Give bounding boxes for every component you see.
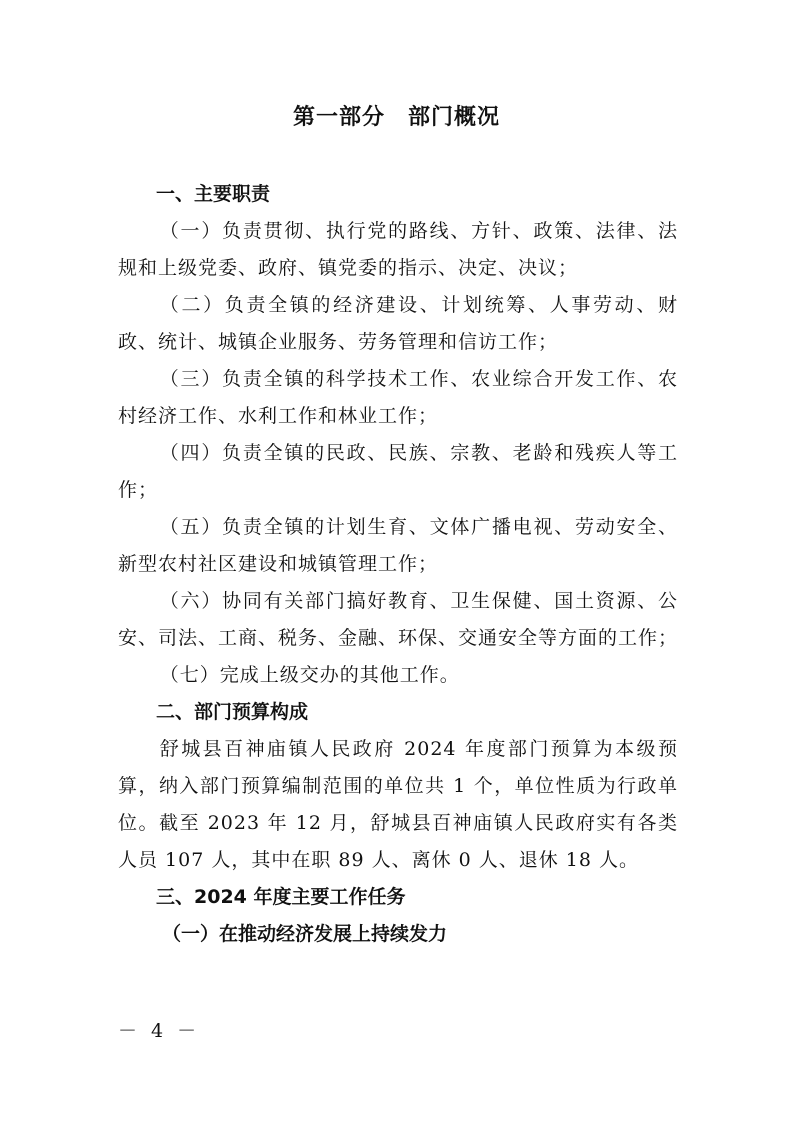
duty-item-2: （二）负责全镇的经济建设、计划统筹、人事劳动、财政、统计、城镇企业服务、劳务管理和信访工作； bbox=[118, 294, 678, 353]
section-heading-budget-composition: 二、部门预算构成 bbox=[156, 701, 309, 723]
duty-item-6: （六）协同有关部门搞好教育、卫生保健、国土资源、公安、司法、工商、税务、金融、环保、交通安全等方面的工作； bbox=[118, 590, 679, 649]
section-heading-duties: 一、主要职责 bbox=[156, 183, 271, 205]
page-title: 第一部分 部门概况 bbox=[292, 105, 500, 130]
duty-item-1: （一）负责贯彻、执行党的路线、方针、政策、法律、法规和上级党委、政府、镇党委的指示、决定、决议； bbox=[118, 220, 678, 279]
section-heading-work-tasks: 三、2024 年度主要工作任务 bbox=[156, 886, 406, 908]
sub-heading-economic-development: （一）在推动经济发展上持续发力 bbox=[162, 923, 448, 945]
budget-composition-paragraph: 舒城县百神庙镇人民政府 2024 年度部门预算为本级预算，纳入部门预算编制范围的单位共 1 个，单位性质为行政单位。截至 2023 年 12 月，舒城县百神庙镇人民政府实有各类人员 107 人，其中在职 89 人、离休 0 人、退休 18 人。 bbox=[118, 738, 678, 871]
duty-item-3: （三）负责全镇的科学技术工作、农业综合开发工作、农村经济工作、水利工作和林业工作； bbox=[118, 368, 678, 427]
duty-item-4: （四）负责全镇的民政、民族、宗教、老龄和残疾人等工作； bbox=[118, 442, 678, 501]
duty-item-5: （五）负责全镇的计划生育、文体广播电视、劳动安全、新型农村社区建设和城镇管理工作； bbox=[118, 516, 678, 575]
document-body bbox=[118, 176, 678, 953]
page-number: － 4 － bbox=[118, 1020, 201, 1042]
duty-item-7: （七）完成上级交办的其他工作。 bbox=[159, 664, 460, 686]
